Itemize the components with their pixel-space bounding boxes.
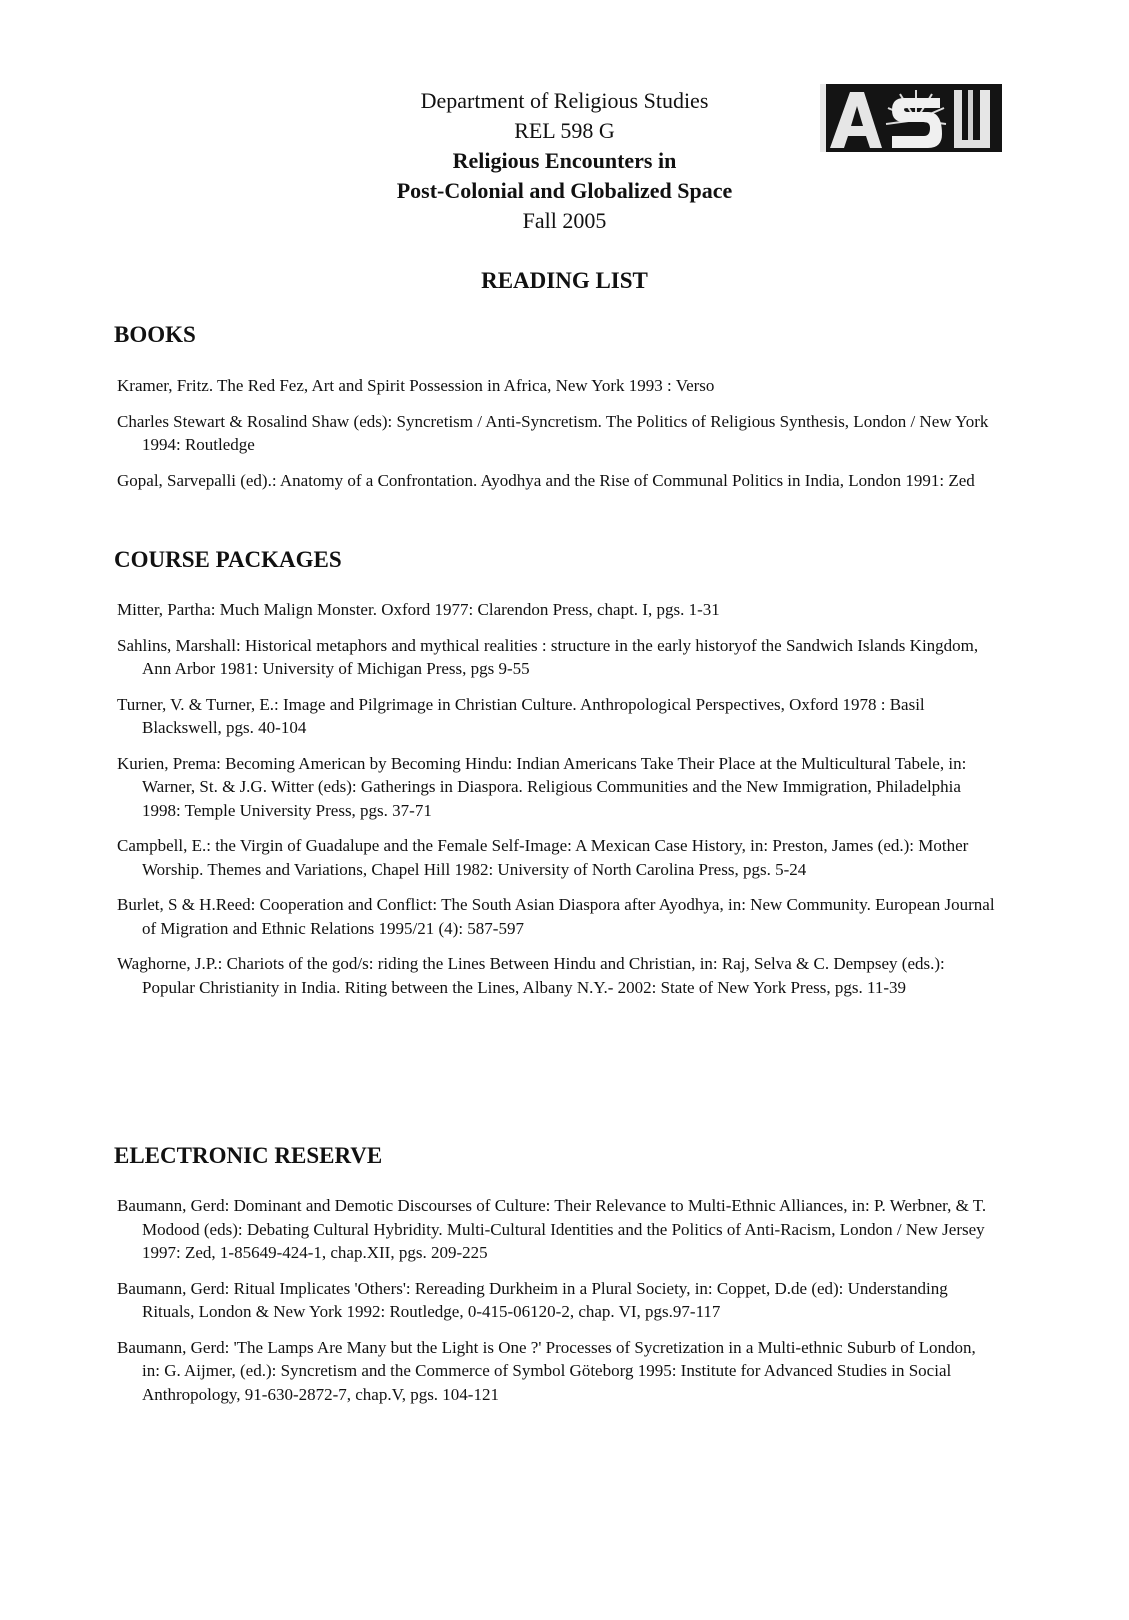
- list-item: Turner, V. & Turner, E.: Image and Pilgrimage in Christian Culture. Anthropological Perspectives, Oxford 1978 : Basil Blackswell, pgs. 40-104: [117, 694, 925, 737]
- department-name: Department of Religious Studies: [420, 88, 709, 113]
- electronic-reserve-list: [117, 1194, 997, 1418]
- list-item: Kurien, Prema: Becoming American by Becoming Hindu: Indian Americans Take Their Place at the Multicultural Tabele, in: Warner, St. & J.G. Witter (eds): Gatherings in Diaspora. Religious Communities and the New Immigration, Philadelphia 1998: Temple University Press, pgs. 37-71: [117, 753, 967, 820]
- section-title-electronic-reserve: ELECTRONIC RESERVE: [114, 1143, 383, 1168]
- list-item: Kramer, Fritz. The Red Fez, Art and Spirit Possession in Africa, New York 1993 : Verso: [117, 376, 715, 395]
- course-packages-list: [117, 598, 997, 1011]
- list-item: Charles Stewart & Rosalind Shaw (eds): Syncretism / Anti-Syncretism. The Politics of Religious Synthesis, London / New York 1994: Routledge: [117, 411, 989, 454]
- section-title-books: BOOKS: [114, 322, 196, 347]
- list-item: Campbell, E.: the Virgin of Guadalupe and the Female Self-Image: A Mexican Case History, in: Preston, James (ed.): Mother Worship. Themes and Variations, Chapel Hill 1982: University of North Carolina Press, pgs. 5-24: [117, 836, 969, 879]
- reading-list-title: READING LIST: [481, 268, 648, 293]
- term: Fall 2005: [522, 208, 607, 233]
- books-list: [117, 374, 997, 504]
- list-item: Waghorne, J.P.: Chariots of the god/s: riding the Lines Between Hindu and Christian, in: Raj, Selva & C. Dempsey (eds.): Popular Christianity in India. Riting between the Lines, Albany N.Y.- 2002: State of New York Press, pgs. 11-39: [117, 954, 945, 997]
- list-item: Baumann, Gerd: 'The Lamps Are Many but the Light is One ?' Processes of Sycretization in a Multi-ethnic Suburb of London, in: G. Aijmer, (ed.): Syncretism and the Commerce of Symbol Göteborg 1995: Institute for Advanced Studies in Social Anthropology, 91-630-2872-7, chap.V, pgs. 104-121: [117, 1337, 976, 1404]
- course-title-line1: Religious Encounters in: [452, 148, 677, 173]
- list-item: Baumann, Gerd: Ritual Implicates 'Others': Rereading Durkheim in a Plural Society, in: Coppet, D.de (ed): Understanding Rituals, London & New York 1992: Routledge, 0-415-06120-2, chap. VI, pgs.97-117: [117, 1278, 948, 1321]
- list-item: Burlet, S & H.Reed: Cooperation and Conflict: The South Asian Diaspora after Ayodhya, in: New Community. European Journal of Migration and Ethnic Relations 1995/21 (4): 587-597: [117, 895, 995, 938]
- asu-logo: [820, 82, 1002, 158]
- list-item: Baumann, Gerd: Dominant and Demotic Discourses of Culture: Their Relevance to Multi-Ethnic Alliances, in: P. Werbner, & T. Modood (eds): Debating Cultural Hybridity. Multi-Cultural Identities and the Politics of Anti-Racism, London / New Jersey 1997: Zed, 1-85649-424-1, chap.XII, pgs. 209-225: [117, 1196, 987, 1262]
- list-item: Gopal, Sarvepalli (ed).: Anatomy of a Confrontation. Ayodhya and the Rise of Communal Politics in India, London 1991: Zed: [117, 470, 975, 490]
- list-item: Mitter, Partha: Much Malign Monster. Oxford 1977: Clarendon Press, chapt. I, pgs. 1-31: [117, 600, 720, 619]
- course-code: REL 598 G: [514, 118, 615, 143]
- section-title-course-packages: COURSE PACKAGES: [114, 547, 342, 572]
- list-item: Sahlins, Marshall: Historical metaphors and mythical realities : structure in the early historyof the Sandwich Islands Kingdom, Ann Arbor 1981: University of Michigan Press, pgs 9-55: [117, 635, 979, 678]
- course-title-line2: Post-Colonial and Globalized Space: [396, 178, 733, 203]
